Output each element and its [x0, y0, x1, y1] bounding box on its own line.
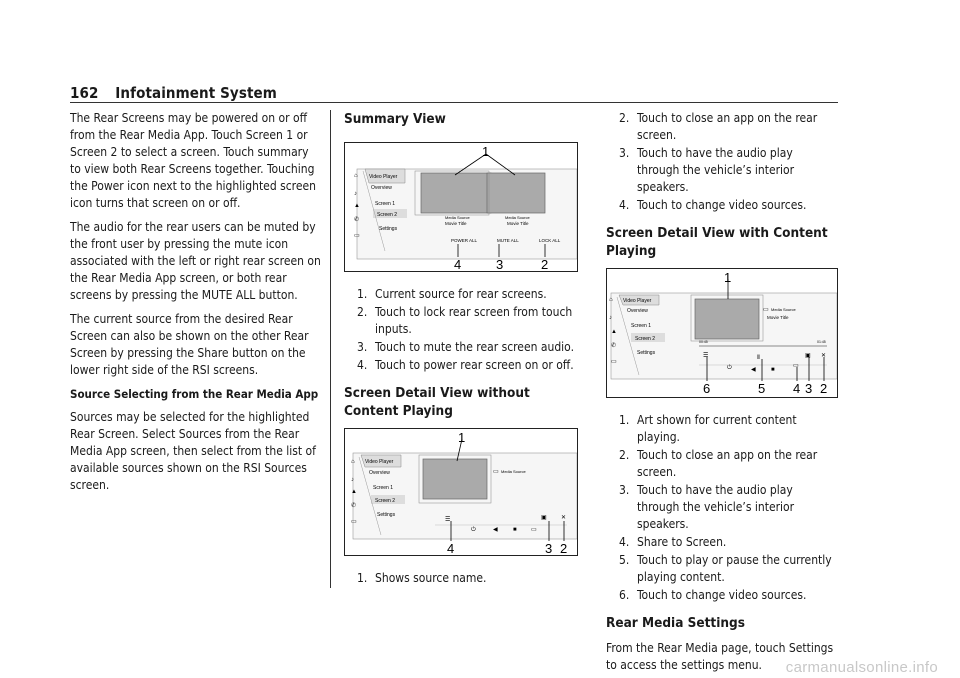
- lock-all-button: LOCK ALL: [539, 238, 561, 243]
- close-icon: ✕: [561, 515, 567, 521]
- column-1: [70, 110, 322, 501]
- list-item: 4. Touch to power rear screen on or off.: [357, 358, 574, 372]
- home-icon: ⌂: [609, 297, 613, 303]
- detail-with-content-figure: [606, 268, 838, 398]
- phone-icon: ✆: [354, 217, 360, 223]
- menu-overview: Overview: [627, 308, 648, 314]
- music-icon: ♪: [354, 191, 357, 197]
- power-all-button: POWER ALL: [451, 238, 478, 243]
- callout-3: 3: [545, 541, 553, 555]
- callout-2: 2: [541, 257, 549, 271]
- list-item: 2. Touch to lock rear screen from touch inputs.: [357, 305, 573, 336]
- section-heading: Summary View: [344, 111, 446, 127]
- page-number: 162: [70, 84, 99, 102]
- close-icon: ✕: [821, 353, 827, 359]
- list-item: 2. Touch to close an app on the rear screen.: [619, 111, 818, 142]
- movie-title-2: Movie Title: [507, 221, 529, 226]
- source-label: Media Source: [771, 307, 796, 312]
- play-pause-icon: Ⅱ: [757, 355, 760, 361]
- speaker-icon: ▣: [805, 353, 811, 359]
- callout-2: 2: [560, 541, 568, 555]
- music-icon: ♪: [609, 315, 612, 321]
- section-heading: Rear Media Settings: [606, 615, 745, 631]
- list-item: 4. Touch to change video sources.: [619, 198, 807, 212]
- section-heading: Screen Detail View without Content Playing: [344, 385, 530, 419]
- tab-video-player: Video Player: [365, 459, 394, 465]
- tab-video-player: Video Player: [369, 174, 398, 180]
- callout-1: 1: [724, 270, 732, 285]
- menu-overview: Overview: [371, 185, 392, 191]
- mute-icon: ◀: [493, 527, 498, 533]
- movie-title-1: Movie Title: [445, 221, 467, 226]
- menu-settings: Settings: [379, 226, 398, 232]
- header-rule: [70, 102, 838, 103]
- column-3: [606, 110, 838, 674]
- menu-screen-2: Screen 2: [377, 212, 398, 218]
- phone-icon: ✆: [351, 503, 357, 509]
- summary-list: [344, 286, 578, 374]
- source-label-1: Media Source: [445, 215, 470, 220]
- watermark: carmanualsonline.info: [785, 659, 938, 676]
- share-icon: ▭: [531, 527, 537, 533]
- car-icon: ▭: [611, 359, 617, 365]
- speaker-icon: ▣: [541, 515, 547, 521]
- callout-4: 4: [454, 257, 462, 271]
- list-item: 3. Touch to mute the rear screen audio.: [357, 340, 575, 354]
- car-icon: ▭: [354, 233, 360, 239]
- mute-icon: ◀: [751, 367, 756, 373]
- music-icon: ♪: [351, 477, 354, 483]
- menu-screen-2: Screen 2: [635, 336, 656, 342]
- power-icon: ⏻: [471, 527, 476, 533]
- without-list: [344, 570, 578, 587]
- without-list-continued: [606, 110, 838, 214]
- callout-5: 5: [758, 381, 766, 396]
- menu-settings: Settings: [377, 512, 396, 518]
- menu-screen-1: Screen 1: [375, 201, 396, 207]
- menu-screen-2: Screen 2: [375, 498, 396, 504]
- list-item: 1. Shows source name.: [357, 571, 487, 585]
- phone-icon: ✆: [611, 343, 617, 349]
- home-icon: ⌂: [351, 459, 355, 465]
- callout-6: 6: [703, 381, 711, 396]
- column-2: [344, 110, 578, 597]
- menu-settings: Settings: [637, 350, 656, 356]
- list-item: 1. Art shown for current content playing.: [619, 413, 797, 444]
- callout-1: 1: [482, 144, 490, 159]
- callout-2: 2: [820, 381, 828, 396]
- car-icon: ▭: [351, 519, 357, 525]
- page-header: [70, 84, 277, 102]
- list-item: 5. Touch to play or pause the currently playing content.: [619, 553, 832, 584]
- menu-overview: Overview: [369, 470, 390, 476]
- tab-video-player: Video Player: [623, 298, 652, 304]
- paragraph: Sources may be selected for the highlighted Rear Screen. Select Sources from the Rear Media App screen, then select from the list of available sources shown on the RSI Sources screen.: [70, 410, 316, 492]
- list-item: 3. Touch to have the audio play through the vehicle’s interior speakers.: [619, 483, 795, 531]
- source-list-icon: ☰: [445, 517, 451, 523]
- detail-without-content-figure: [344, 428, 578, 556]
- nav-icon: ▲: [354, 203, 360, 209]
- callout-4: 4: [793, 381, 801, 396]
- home-icon: ⌂: [354, 173, 358, 179]
- section-heading: Screen Detail View with Content Playing: [606, 225, 828, 259]
- subheading: Source Selecting from the Rear Media App: [70, 387, 319, 401]
- list-item: 2. Touch to close an app on the rear screen.: [619, 448, 818, 479]
- callout-4: 4: [447, 541, 455, 555]
- time-elapsed: 00:45: [699, 340, 708, 344]
- movie-title: Movie Title: [767, 315, 789, 320]
- paragraph: From the Rear Media page, touch Settings to access the settings menu.: [606, 641, 834, 672]
- source-list-icon: ☰: [703, 353, 709, 359]
- power-icon: ⏻: [727, 365, 732, 371]
- callout-3: 3: [496, 257, 504, 271]
- summary-view-figure: [344, 142, 578, 272]
- list-item: 6. Touch to change video sources.: [619, 588, 807, 602]
- section-title: Infotainment System: [115, 84, 277, 102]
- paragraph: The audio for the rear users can be muted by the front user by pressing the mute icon associated with the left or right rear screen on the Rear Media App screen, or both rear screens by pressing the MUTE ALL button.: [70, 220, 321, 302]
- lock-icon: ■: [771, 367, 775, 373]
- with-list: [606, 412, 838, 604]
- source-label: Media Source: [501, 469, 526, 474]
- callout-3: 3: [805, 381, 813, 396]
- list-item: 3. Touch to have the audio play through the vehicle’s interior speakers.: [619, 146, 795, 194]
- menu-screen-1: Screen 1: [373, 485, 394, 491]
- callout-1: 1: [458, 430, 466, 445]
- source-icon: ▭: [493, 469, 499, 475]
- share-icon: ▭: [793, 363, 799, 369]
- source-label-2: Media Source: [505, 215, 530, 220]
- nav-icon: ▲: [611, 329, 617, 335]
- source-icon: ▭: [763, 307, 769, 313]
- mute-all-button: MUTE ALL: [497, 238, 519, 243]
- paragraph: The Rear Screens may be powered on or off from the Rear Media App. Touch Screen 1 or Screen 2 to select a screen. Touch summary to view both Rear Screens together. Touching the Power icon next to the highlighted screen icon turns that screen on or off.: [70, 111, 316, 210]
- lock-icon: ■: [513, 527, 517, 533]
- list-item: 1. Current source for rear screens.: [357, 287, 547, 301]
- column-divider: [330, 110, 331, 588]
- time-total: 01:45: [817, 340, 826, 344]
- list-item: 4. Share to Screen.: [619, 535, 727, 549]
- nav-icon: ▲: [351, 489, 357, 495]
- paragraph: The current source from the desired Rear Screen can also be shown on the other Rear Screen by pressing the Share button on the lower right side of the RSI screens.: [70, 312, 309, 377]
- menu-screen-1: Screen 1: [631, 323, 652, 329]
